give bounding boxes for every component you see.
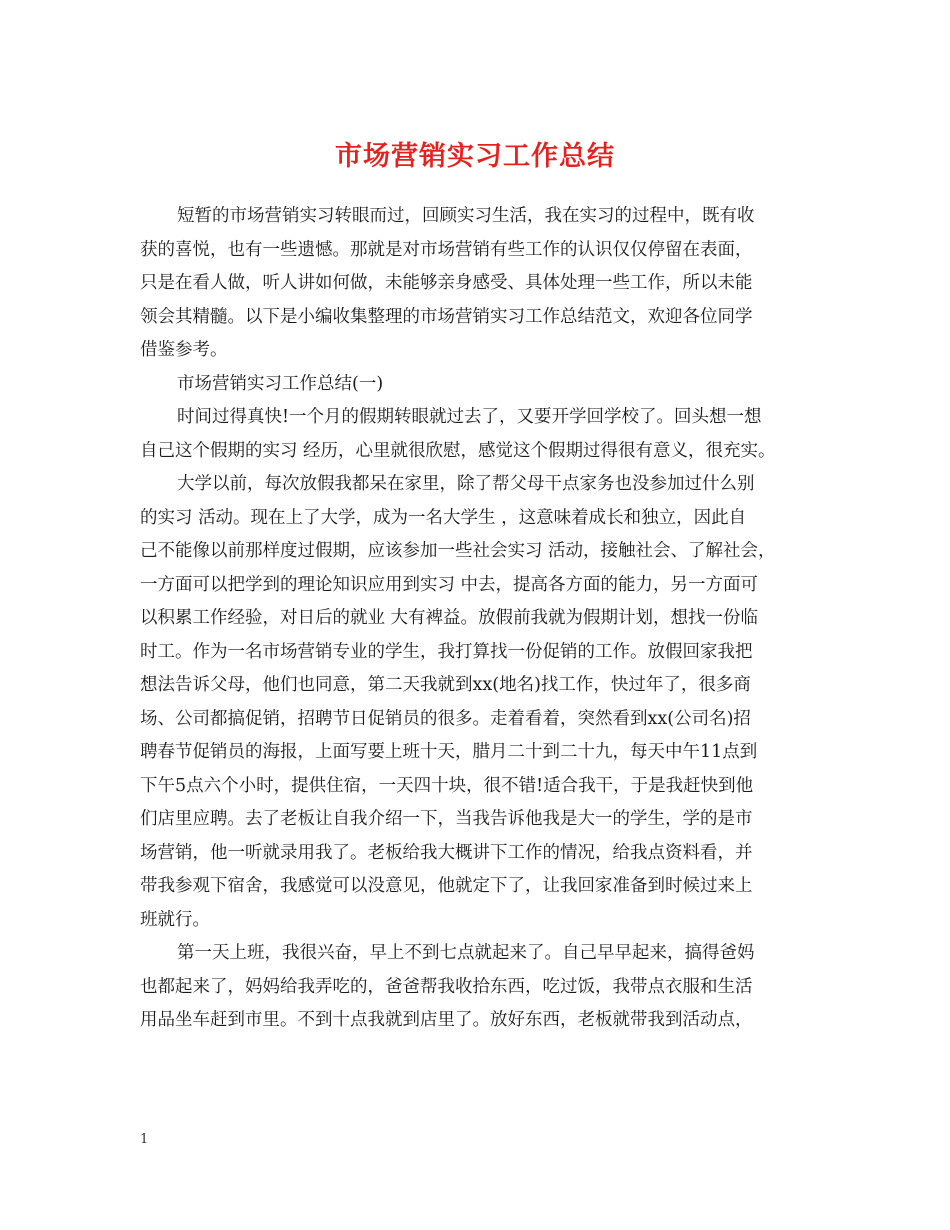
text-line: 大学以前，每次放假我都呆在家里，除了帮父母干点家务也没参加过什么别 [177,474,755,494]
text-line: 场、公司都搞促销，招聘节日促销员的很多。走着看着，突然看到xx(公司名)招 [140,708,751,729]
text-line: 下午5点六个小时，提供住宿，一天四十块，很不错!适合我干，于是我赶快到他 [140,775,754,796]
text-line: 己不能像以前那样度过假期，应该参加一些社会实习 活动，接触社会、了解社会， [140,541,776,561]
text-line: 的实习 活动。现在上了大学，成为一名大学生 ，这意味着成长和独立，因此自 [140,507,747,528]
text-line: 班就行。 [140,909,210,930]
text-line: 用品坐车赶到市里。不到十点我就到店里了。放好东西，老板就带我到活动点， [140,1010,753,1030]
text-line: 场营销，他一听就录用我了。老板给我大概讲下工作的情况，给我点资料看，并 [140,842,753,863]
document-title: 市场营销实习工作总结 [335,141,615,172]
text-line: 想法告诉父母，他们也同意，第二天我就到xx(地名)找工作，快过年了，很多商 [140,675,751,695]
text-line: 自己这个假期的实习 经历，心里就很欣慰，感觉这个假期过得很有意义，很充实。 [140,440,776,461]
text-line: 第一天上班，我很兴奋，早上不到七点就起来了。自己早早起来，搞得爸妈 [177,943,755,963]
text-line: 领会其精髓。以下是小编收集整理的市场营销实习工作总结范文，欢迎各位同学 [140,306,753,327]
page-number: 1 [140,1132,149,1147]
text-line: 带我参观下宿舍，我感觉可以没意见，他就定下了，让我回家准备到时候过来上 [140,876,753,896]
text-line: 以积累工作经验，对日后的就业 大有裨益。放假前我就为假期计划，想找一份临 [140,608,759,628]
text-line: 短暂的市场营销实习转眼而过，回顾实习生活，我在实习的过程中，既有收 [177,206,755,226]
text-line: 时间过得真快!一个月的假期转眼就过去了，又要开学回学校了。回头想一想 [177,407,762,427]
text-line: 只是在看人做，听人讲如何做，未能够亲身感受、具体处理一些工作，所以未能 [140,273,753,293]
text-line: 一方面可以把学到的理论知识应用到实习 中去，提高各方面的能力，另一方面可 [140,574,759,595]
text-line: 时工。作为一名市场营销专业的学生，我打算找一份促销的工作。放假回家我把 [140,641,753,662]
text-line: 市场营销实习工作总结(一) [177,373,384,394]
text-line: 们店里应聘。去了老板让自我介绍一下，当我告诉他我是大一的学生，学的是市 [140,809,753,829]
text-line: 获的喜悦，也有一些遗憾。那就是对市场营销有些工作的认识仅仅停留在表面， [140,239,753,260]
text-line: 也都起来了，妈妈给我弄吃的，爸爸帮我收拾东西，吃过饭，我带点衣服和生活 [140,976,753,997]
document-body [140,200,820,1038]
text-line: 借鉴参考。 [140,340,228,360]
text-line: 聘春节促销员的海报，上面写要上班十天，腊月二十到二十九，每天中午11点到 [140,742,758,762]
